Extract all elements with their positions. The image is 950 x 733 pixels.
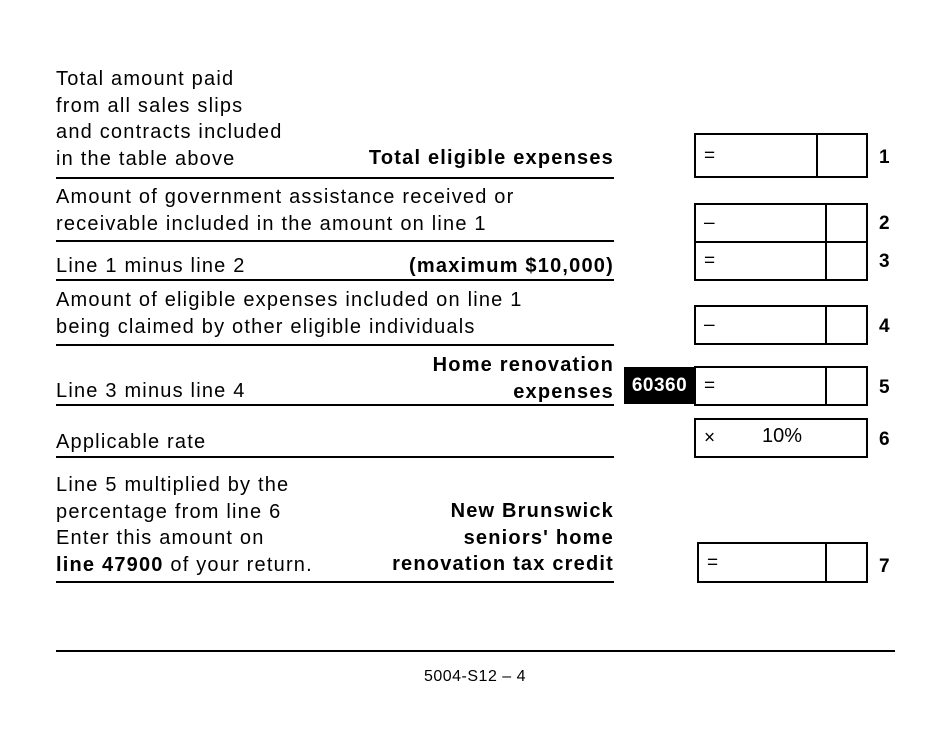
cents-divider — [825, 243, 827, 279]
line4-number: 4 — [879, 316, 890, 337]
line5-rule — [56, 404, 614, 406]
line4-description: Amount of eligible expenses included on line 1 being claimed by other eligible individuals — [56, 289, 523, 338]
line2-number: 2 — [879, 213, 890, 234]
line7-label: New Brunswick seniors' home renovation tax credit — [392, 500, 614, 575]
line4-amount-field[interactable] — [694, 305, 868, 345]
line5-description: Line 3 minus line 4 — [56, 380, 246, 402]
line5-amount-field[interactable] — [694, 366, 868, 406]
cents-divider — [825, 368, 827, 404]
line7-reference: line 47900 — [56, 553, 164, 576]
line2-rule — [56, 240, 614, 242]
line4-rule — [56, 344, 614, 346]
cents-divider — [825, 544, 827, 581]
line2-operator: – — [704, 212, 715, 234]
cents-divider — [816, 135, 818, 176]
line6-rate-value: 10% — [762, 425, 803, 447]
line4-operator: – — [704, 314, 715, 336]
line3-operator: = — [704, 250, 716, 272]
line5-operator: = — [704, 375, 716, 397]
line7-number: 7 — [879, 556, 890, 577]
cents-divider — [825, 307, 827, 343]
line5-code: 60360 — [624, 367, 695, 404]
line3-amount-field[interactable] — [694, 241, 868, 281]
form-page-number: 5004-S12 – 4 — [423, 668, 527, 685]
line5-label: Home renovation expenses — [432, 354, 614, 403]
line2-amount-field[interactable] — [694, 203, 868, 243]
line1-amount-field[interactable] — [694, 133, 868, 178]
line6-number: 6 — [879, 429, 890, 450]
line6-rule — [56, 456, 614, 458]
line2-description: Amount of government assistance received or receivable included in the amount on line 1 — [56, 186, 515, 235]
line1-rule — [56, 177, 614, 179]
line7-description: Line 5 multiplied by the percentage from line 6 Enter this amount on line 47900 of your return. — [56, 474, 313, 576]
line1-operator: = — [704, 145, 716, 166]
cents-divider — [825, 205, 827, 241]
line6-description: Applicable rate — [56, 431, 207, 453]
line1-label: Total eligible expenses — [368, 147, 614, 169]
line7-amount-field[interactable] — [697, 542, 868, 583]
line3-number: 3 — [879, 251, 890, 272]
line3-description: Line 1 minus line 2 — [56, 255, 246, 277]
line1-number: 1 — [879, 147, 890, 168]
line7-rule — [56, 581, 614, 583]
line1-description: Total amount paid from all sales slips and contracts included in the table above — [56, 68, 283, 170]
footer-rule — [56, 650, 895, 652]
line6-operator: × — [704, 427, 716, 449]
line7-operator: = — [707, 552, 719, 573]
line5-number: 5 — [879, 377, 890, 398]
line3-rule — [56, 279, 614, 281]
line6-rate-field — [694, 418, 868, 458]
line3-label: (maximum $10,000) — [409, 255, 614, 277]
